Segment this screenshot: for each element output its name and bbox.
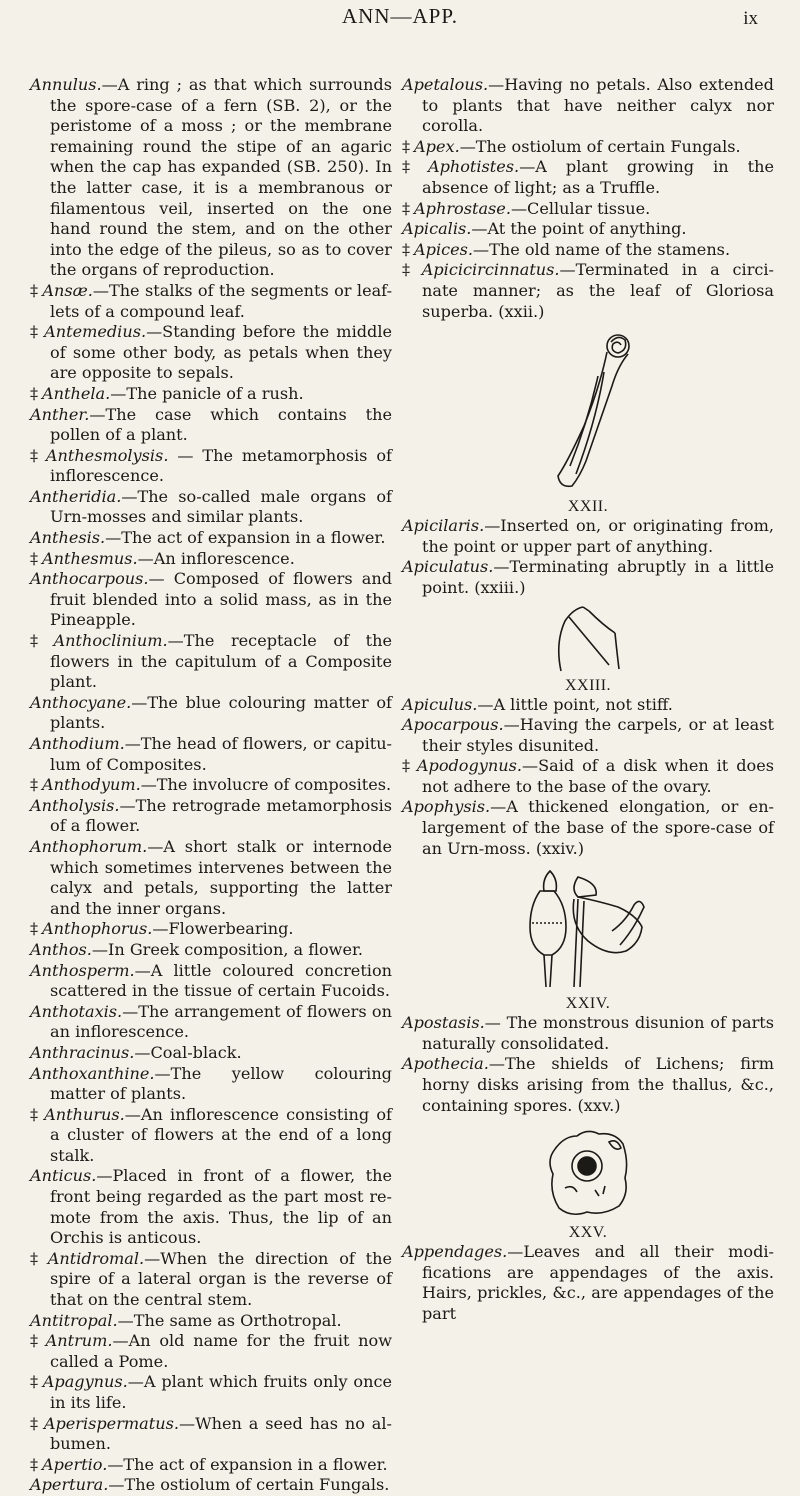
glossary-entry xyxy=(402,797,774,859)
right-column xyxy=(402,75,774,1325)
glossary-term: Apicicircinnatus. xyxy=(421,260,560,280)
glossary-definition: —A little coloured concretion scattered in the tissue of certain Fucoids. xyxy=(50,960,392,1001)
glossary-entry xyxy=(30,919,392,940)
glossary-definition: —An inflorescence. xyxy=(137,548,295,568)
glossary-definition: —Having the carpels, or at least their styles disunited. xyxy=(422,715,774,755)
glossary-term: Anthesis. xyxy=(30,528,106,548)
glossary-term: Apertura. xyxy=(30,1475,109,1495)
glossary-definition: —The ostiolum of certain Fungals. xyxy=(459,136,741,156)
glossary-term: Anthodyum. xyxy=(42,775,141,795)
glossary-entry xyxy=(30,446,392,487)
glossary-term: Anthoclinium. xyxy=(53,631,168,651)
glossary-term: Ansæ. xyxy=(42,280,93,300)
glossary-definition: —When the direction of the spire of a lateral organ is the reverse of that on the central stem. xyxy=(50,1248,393,1310)
double-dagger-mark: ‡ xyxy=(402,198,411,218)
glossary-term: Anthesmolysis. xyxy=(45,445,169,465)
glossary-entry xyxy=(30,487,392,528)
glossary-term: Antidromal. xyxy=(47,1248,145,1268)
glossary-term: Antrum. xyxy=(45,1331,113,1351)
glossary-term: Anticus. xyxy=(30,1166,97,1186)
glossary-entry xyxy=(402,1054,774,1116)
glossary-definition: —The retrograde metamorphosis of a flower. xyxy=(50,795,392,836)
glossary-term: Anthos. xyxy=(30,939,92,959)
lichen-apothecia-illustration xyxy=(543,1122,633,1222)
glossary-definition: —Having no petals. Also extended to plants that have neither calyx nor corolla. xyxy=(422,75,774,136)
glossary-definition: —Standing before the middle of some other body, as petals when they are opposite to sepals. xyxy=(50,322,392,383)
glossary-definition: —When a seed has no al-bumen. xyxy=(50,1413,392,1454)
double-dagger-mark: ‡ xyxy=(30,919,39,939)
glossary-definition: —A plant which fruits only once in its life. xyxy=(50,1372,392,1412)
glossary-definition: —Terminated in a circi-nate manner; as the leaf of Gloriosa superba. (xxii.) xyxy=(422,260,774,321)
double-dagger-mark: ‡ xyxy=(30,322,41,342)
glossary-entry xyxy=(402,240,774,261)
glossary-entry xyxy=(30,631,392,693)
glossary-entry xyxy=(30,569,392,631)
glossary-term: Anthotaxis. xyxy=(30,1001,123,1021)
glossary-entry xyxy=(30,1311,392,1332)
glossary-definition: — Composed of flowers and fruit blended into a solid mass, as in the Pineapple. xyxy=(50,569,392,630)
glossary-definition: —The old name of the stamens. xyxy=(473,239,731,259)
glossary-definition: — The metamorphosis of inflorescence. xyxy=(50,445,393,486)
glossary-term: Anthracinus. xyxy=(30,1042,135,1062)
glossary-term: Apocarpous. xyxy=(402,715,504,735)
glossary-term: Aphotistes. xyxy=(427,157,520,177)
double-dagger-mark: ‡ xyxy=(402,157,424,177)
glossary-entry xyxy=(402,715,774,756)
glossary-entry xyxy=(30,961,392,1002)
figure-xxiii-label: XXIII. xyxy=(564,676,612,694)
glossary-entry xyxy=(30,1105,392,1167)
glossary-definition: —A ring ; as that which surrounds the spore-case of a fern (SB. 2), or the peristome of a moss ; or the membrane remaining round the stipe of an agaric when the cap has expanded (SB. 250). In the latter case, it is a membranous or filamentous veil, inserted on the one hand round the stem, and on the other into the edge of the pileus, so as to cover the organs of reproduction. xyxy=(50,75,392,280)
glossary-entry xyxy=(402,1242,774,1324)
glossary-definition: —Inserted on, or originating from, the point or upper part of anything. xyxy=(422,516,774,556)
double-dagger-mark: ‡ xyxy=(30,1248,44,1268)
figure-xxv-label: XXV. xyxy=(568,1224,608,1242)
double-dagger-mark: ‡ xyxy=(402,136,411,156)
glossary-definition: —Cellular tissue. xyxy=(510,198,651,218)
glossary-definition: —The panicle of a rush. xyxy=(110,383,304,403)
glossary-definition: — The monstrous disunion of parts naturally consolidated. xyxy=(422,1013,774,1053)
glossary-entry xyxy=(30,775,392,796)
glossary-term: Appendages. xyxy=(402,1242,508,1262)
double-dagger-mark: ‡ xyxy=(30,280,39,300)
glossary-entry xyxy=(30,1064,392,1105)
glossary-term: Apetalous. xyxy=(402,75,489,94)
glossary-definition: —The case which contains the pollen of a plant. xyxy=(50,404,392,445)
glossary-term: Anthocyane. xyxy=(30,692,132,712)
glossary-term: Antemedius. xyxy=(44,322,147,342)
glossary-entry xyxy=(30,940,392,961)
double-dagger-mark: ‡ xyxy=(30,445,42,465)
figure-xxiii xyxy=(402,603,774,695)
glossary-entry xyxy=(402,557,774,598)
glossary-entry xyxy=(30,281,392,322)
glossary-term: Anthurus. xyxy=(44,1104,125,1124)
glossary-term: Apagynus. xyxy=(42,1372,128,1392)
glossary-term: Apiculatus. xyxy=(402,557,494,577)
glossary-definition: —Placed in front of a flower, the front being regarded as the part most re-mote from the axis. Thus, the lip of an Orchis is anticous. xyxy=(50,1166,392,1248)
glossary-definition: —The receptacle of the flowers in the capitulum of a Composite plant. xyxy=(50,631,392,692)
glossary-definition: —A short stalk or internode which sometimes intervenes between the calyx and petals, supporting the latter and the inner organs. xyxy=(50,836,392,918)
glossary-term: Antheridia. xyxy=(30,486,122,506)
glossary-definition: —The ostiolum of certain Fungals. xyxy=(108,1475,390,1495)
glossary-term: Apices. xyxy=(414,239,474,259)
glossary-definition: —The shields of Lichens; firm horny disks arising from the thallus, &c., containing spores. (xxv.) xyxy=(422,1054,774,1115)
glossary-definition: —Said of a disk when it does not adhere to the base of the ovary. xyxy=(422,756,775,796)
apiculate-leaf-illustration xyxy=(553,603,623,675)
glossary-definition: —Terminating abruptly in a little point. (xxiii.) xyxy=(422,557,774,597)
glossary-definition: —A little point, not stiff. xyxy=(477,694,673,714)
glossary-definition: —Coal-black. xyxy=(134,1042,242,1062)
figure-xxii xyxy=(402,326,774,516)
glossary-definition: —The same as Orthotropal. xyxy=(117,1310,342,1330)
glossary-entry xyxy=(402,137,774,158)
glossary-term: Anthoxanthine. xyxy=(30,1063,155,1083)
glossary-term: Annulus. xyxy=(30,75,102,94)
glossary-entry xyxy=(402,157,774,198)
double-dagger-mark: ‡ xyxy=(30,1331,42,1351)
gloriosa-leaf-tip-illustration xyxy=(538,326,638,496)
glossary-term: Apostasis. xyxy=(402,1013,485,1033)
glossary-term: Anther. xyxy=(30,404,90,424)
glossary-entry xyxy=(30,1331,392,1372)
glossary-entry xyxy=(30,1414,392,1455)
glossary-definition: —At the point of anything. xyxy=(471,219,687,239)
glossary-term: Apiculus. xyxy=(402,694,478,714)
glossary-entry xyxy=(402,75,774,137)
glossary-term: Aphrostase. xyxy=(414,198,511,218)
glossary-entry xyxy=(30,75,392,281)
page-number: ix xyxy=(743,8,758,29)
double-dagger-mark: ‡ xyxy=(30,631,50,651)
glossary-term: Apex. xyxy=(414,136,460,156)
glossary-definition: —A plant growing in the absence of light; as a Truffle. xyxy=(422,157,774,197)
glossary-term: Anthesmus. xyxy=(42,548,138,568)
glossary-definition: —The arrangement of flowers on an inflorescence. xyxy=(50,1001,392,1042)
glossary-definition: —The act of expansion in a flower. xyxy=(107,1454,388,1474)
glossary-definition: —The act of expansion in a flower. xyxy=(105,528,386,548)
double-dagger-mark: ‡ xyxy=(402,260,418,280)
glossary-definition: —A thickened elongation, or en-largement of the base of the spore-case of an Urn-moss. (xxiv.) xyxy=(422,797,774,858)
double-dagger-mark: ‡ xyxy=(30,548,39,568)
glossary-definition: —In Greek composition, a flower. xyxy=(91,939,364,959)
double-dagger-mark: ‡ xyxy=(30,1104,41,1124)
figure-xxiv xyxy=(402,865,774,1013)
glossary-entry xyxy=(30,1455,392,1476)
glossary-definition: —An inflorescence consisting of a cluster of flowers at the end of a long stalk. xyxy=(50,1104,392,1165)
glossary-entry xyxy=(30,1002,392,1043)
glossary-entry xyxy=(30,528,392,549)
glossary-term: Aperispermatus. xyxy=(43,1413,179,1433)
double-dagger-mark: ‡ xyxy=(30,1372,39,1392)
glossary-entry xyxy=(402,756,774,797)
double-dagger-mark: ‡ xyxy=(30,1413,40,1433)
glossary-definition: —Flowerbearing. xyxy=(152,919,294,939)
running-head: ANN—APP. xyxy=(342,4,458,28)
double-dagger-mark: ‡ xyxy=(30,1454,39,1474)
glossary-entry xyxy=(30,1372,392,1413)
glossary-entry xyxy=(402,516,774,557)
glossary-term: Apicilaris. xyxy=(402,516,485,536)
glossary-entry xyxy=(30,1249,392,1311)
glossary-entry xyxy=(30,1475,392,1496)
glossary-term: Antholysis. xyxy=(30,795,120,815)
double-dagger-mark: ‡ xyxy=(402,239,411,259)
glossary-entry xyxy=(30,322,392,384)
glossary-term: Apothecia. xyxy=(402,1054,489,1074)
glossary-term: Apicalis. xyxy=(402,219,472,239)
glossary-term: Apertio. xyxy=(42,1454,108,1474)
glossary-entry xyxy=(402,695,774,716)
figure-xxv xyxy=(402,1122,774,1242)
glossary-term: Apodogynus. xyxy=(416,756,522,776)
glossary-term: Anthophorum. xyxy=(30,836,148,856)
double-dagger-mark: ‡ xyxy=(30,775,39,795)
glossary-definition: —The stalks of the segments or leaf-lets of a compound leaf. xyxy=(50,280,393,321)
glossary-entry xyxy=(30,837,392,919)
glossary-term: Anthosperm. xyxy=(30,960,135,980)
glossary-entry xyxy=(30,1166,392,1248)
glossary-definition: —The head of flowers, or capitu-lum of Composites. xyxy=(50,734,392,774)
figure-xxii-label: XXII. xyxy=(567,498,609,516)
left-column xyxy=(30,75,392,1496)
glossary-entry xyxy=(30,1043,392,1064)
glossary-definition: —The yellow colouring matter of plants. xyxy=(50,1063,392,1104)
glossary-term: Antitropal. xyxy=(30,1310,118,1330)
glossary-definition: —The so-called male organs of Urn-mosses and similar plants. xyxy=(50,486,392,527)
glossary-entry xyxy=(30,693,392,734)
glossary-entry xyxy=(402,219,774,240)
double-dagger-mark: ‡ xyxy=(402,756,413,776)
glossary-term: Apophysis. xyxy=(402,797,491,817)
glossary-definition: —Leaves and all their modi-fications are appendages of the axis. Hairs, prickles, &c., are appendages of the part xyxy=(422,1242,774,1323)
glossary-term: Anthodium. xyxy=(30,734,125,753)
glossary-entry xyxy=(30,796,392,837)
urn-moss-apophysis-illustration xyxy=(508,865,668,993)
glossary-entry xyxy=(30,549,392,570)
glossary-entry xyxy=(30,384,392,405)
figure-xxiv-label: XXIV. xyxy=(565,995,611,1013)
glossary-entry xyxy=(402,260,774,322)
double-dagger-mark: ‡ xyxy=(30,383,39,403)
glossary-entry xyxy=(402,1013,774,1054)
glossary-definition: —The blue colouring matter of plants. xyxy=(50,692,392,733)
glossary-entry xyxy=(30,405,392,446)
glossary-entry xyxy=(30,734,392,775)
glossary-entry xyxy=(402,199,774,220)
glossary-term: Anthela. xyxy=(42,383,111,403)
glossary-definition: —An old name for the fruit now called a Pome. xyxy=(50,1331,392,1371)
glossary-term: Anthocarpous. xyxy=(30,569,149,589)
glossary-definition: —The involucre of composites. xyxy=(140,775,392,795)
glossary-term: Anthophorus. xyxy=(42,919,153,939)
